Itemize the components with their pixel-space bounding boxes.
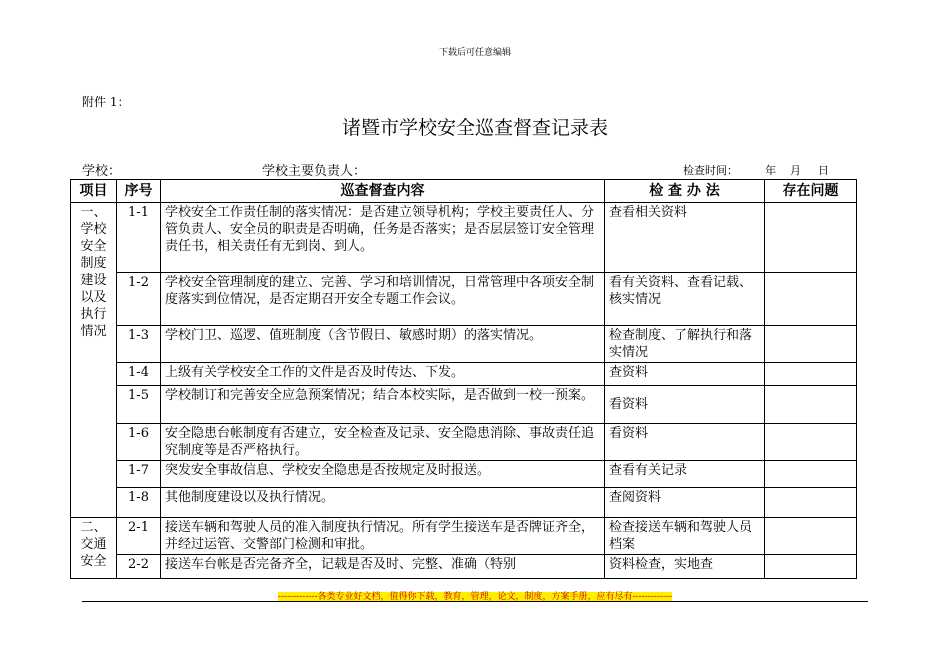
row-method: 看资料 xyxy=(605,386,765,424)
row-issue[interactable] xyxy=(765,386,857,424)
table-row xyxy=(71,488,857,518)
row-number: 1-8 xyxy=(117,488,161,518)
row-content: 其他制度建设以及执行情况。 xyxy=(161,488,605,518)
header-method: 检 查 办 法 xyxy=(605,180,765,203)
row-issue[interactable] xyxy=(765,363,857,386)
row-issue[interactable] xyxy=(765,326,857,363)
table-row xyxy=(71,555,857,579)
row-method: 看资料 xyxy=(605,424,765,461)
header-item: 项目 xyxy=(71,180,117,203)
header-content: 巡查督查内容 xyxy=(161,180,605,203)
table-row xyxy=(71,424,857,461)
header-note: 下载后可任意编辑 xyxy=(438,48,511,58)
table-row xyxy=(71,461,857,488)
table-header-row xyxy=(71,180,857,203)
row-content: 接送车台帐是否完备齐全，记载是否及时、完整、准确（特别 xyxy=(161,555,605,579)
inspection-record-table xyxy=(70,179,857,579)
row-content: 突发安全事故信息、学校安全隐患是否按规定及时报送。 xyxy=(161,461,605,488)
year-label: 年 xyxy=(765,164,776,177)
principal-label: 学校主要负责人： xyxy=(262,164,367,179)
attachment-label: 附件 1： xyxy=(82,95,130,109)
row-content: 学校制订和完善安全应急预案情况；结合本校实际，是否做到一校一预案。 xyxy=(161,386,605,424)
row-issue[interactable] xyxy=(765,518,857,555)
row-issue[interactable] xyxy=(765,488,857,518)
row-method: 检查制度、了解执行和落实情况 xyxy=(605,326,765,363)
table-row xyxy=(71,363,857,386)
row-content: 接送车辆和驾驶人员的准入制度执行情况。所有学生接送车是否牌证齐全，并经过运管、交警部门检测和审批。 xyxy=(161,518,605,555)
table-row xyxy=(71,273,857,326)
row-number: 1-6 xyxy=(117,424,161,461)
row-method: 查看相关资料 xyxy=(605,203,765,273)
row-method: 查看有关记录 xyxy=(605,461,765,488)
row-issue[interactable] xyxy=(765,203,857,273)
day-label: 日 xyxy=(818,164,829,177)
row-method: 查资料 xyxy=(605,363,765,386)
row-content: 上级有关学校安全工作的文件是否及时传达、下发。 xyxy=(161,363,605,386)
footer-divider xyxy=(82,601,868,602)
row-method: 查阅资料 xyxy=(605,488,765,518)
row-content: 学校门卫、巡逻、值班制度（含节假日、敏感时期）的落实情况。 xyxy=(161,326,605,363)
month-label: 月 xyxy=(790,164,801,177)
row-content: 学校安全工作责任制的落实情况：是否建立领导机构；学校主要责任人、分管负责人、安全员的职责是否明确，任务是否落实；是否层层签订安全管理责任书，相关责任有无到岗、到人。 xyxy=(161,203,605,273)
footer-promo-text: -------------各类专业好文档，值得你下载，教育，管理，论文，制度，方案手册，应有尽有------------- xyxy=(277,592,673,602)
row-number: 1-5 xyxy=(117,386,161,424)
table-row xyxy=(71,203,857,273)
header-issues: 存在问题 xyxy=(765,180,857,203)
row-number: 1-1 xyxy=(117,203,161,273)
category-cell: 二、交通安全 xyxy=(71,518,117,579)
school-label: 学校： xyxy=(82,164,122,179)
row-content: 学校安全管理制度的建立、完善、学习和培训情况，日常管理中各项安全制度落实到位情况，是否定期召开安全专题工作会议。 xyxy=(161,273,605,326)
header-number: 序号 xyxy=(117,180,161,203)
row-method: 检查接送车辆和驾驶人员档案 xyxy=(605,518,765,555)
check-time-label: 检查时间： xyxy=(683,164,738,177)
row-issue[interactable] xyxy=(765,424,857,461)
row-issue[interactable] xyxy=(765,555,857,579)
row-number: 2-1 xyxy=(117,518,161,555)
table-row xyxy=(71,518,857,555)
row-number: 1-4 xyxy=(117,363,161,386)
page-title: 诸暨市学校安全巡查督查记录表 xyxy=(341,117,608,139)
row-number: 1-3 xyxy=(117,326,161,363)
table-row xyxy=(71,386,857,424)
category-cell: 一、学校安全制度建设以及执行情况 xyxy=(71,203,117,518)
row-content: 安全隐患台帐制度有否建立，安全检查及记录、安全隐患消除、事故责任追究制度等是否严格执行。 xyxy=(161,424,605,461)
row-number: 1-7 xyxy=(117,461,161,488)
row-issue[interactable] xyxy=(765,273,857,326)
row-method: 资料检查，实地查 xyxy=(605,555,765,579)
row-issue[interactable] xyxy=(765,461,857,488)
row-number: 2-2 xyxy=(117,555,161,579)
row-method: 看有关资料、查看记载、核实情况 xyxy=(605,273,765,326)
table-row xyxy=(71,326,857,363)
row-number: 1-2 xyxy=(117,273,161,326)
